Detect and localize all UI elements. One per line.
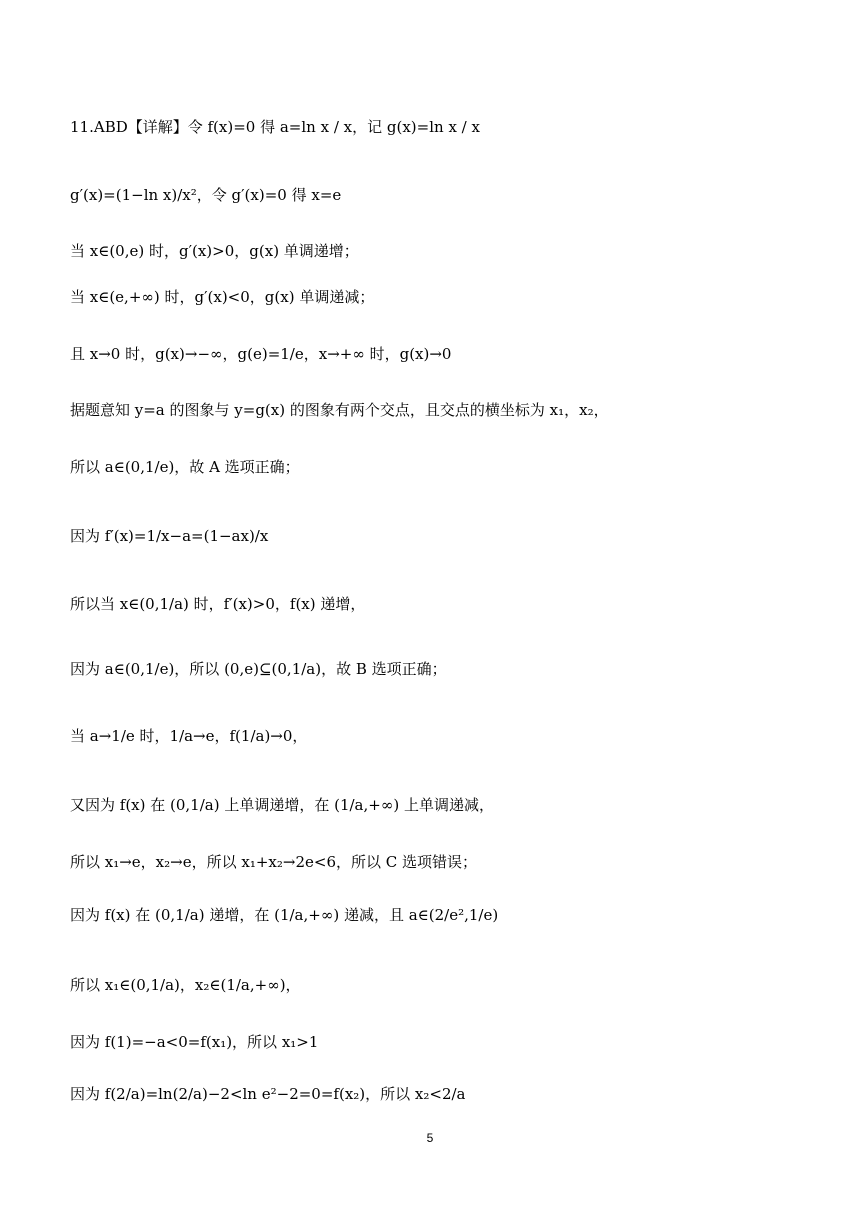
solution-line-11: 当 a→1/e 时，1/a→e，f(1/a)→0， bbox=[70, 727, 308, 745]
solution-line-10: 因为 a∈(0,1/e)，所以 (0,e)⊆(0,1/a)，故 B 选项正确； bbox=[70, 660, 447, 678]
solution-line-13: 所以 x₁→e，x₂→e，所以 x₁+x₂→2e<6，所以 C 选项错误； bbox=[70, 853, 478, 871]
solution-line-9: 所以当 x∈(0,1/a) 时，f′(x)>0，f(x) 递增， bbox=[70, 595, 366, 613]
solution-line-2: g′(x)=(1−ln x)/x²，令 g′(x)=0 得 x=e bbox=[70, 186, 342, 204]
solution-line-15: 所以 x₁∈(0,1/a)，x₂∈(1/a,+∞)， bbox=[70, 976, 301, 994]
page-number: 5 bbox=[426, 1131, 434, 1145]
solution-line-1: 11.ABD【详解】令 f(x)=0 得 a=ln x / x，记 g(x)=ln x / x bbox=[70, 118, 480, 136]
solution-line-3: 当 x∈(0,e) 时，g′(x)>0，g(x) 单调递增； bbox=[70, 242, 359, 260]
solution-line-5: 且 x→0 时，g(x)→−∞，g(e)=1/e，x→+∞ 时，g(x)→0 bbox=[70, 345, 452, 363]
solution-line-4: 当 x∈(e,+∞) 时，g′(x)<0，g(x) 单调递减； bbox=[70, 288, 375, 306]
solution-line-17: 因为 f(2/a)=ln(2/a)−2<ln e²−2=0=f(x₂)，所以 x₂<2/a bbox=[70, 1085, 466, 1103]
solution-line-7: 所以 a∈(0,1/e)，故 A 选项正确； bbox=[70, 458, 300, 476]
solution-line-16: 因为 f(1)=−a<0=f(x₁)，所以 x₁>1 bbox=[70, 1033, 319, 1051]
solution-line-8: 因为 f′(x)=1/x−a=(1−ax)/x bbox=[70, 527, 269, 545]
solution-line-14: 因为 f(x) 在 (0,1/a) 递增，在 (1/a,+∞) 递减，且 a∈(2/e²,1/e) bbox=[70, 906, 499, 924]
solution-line-12: 又因为 f(x) 在 (0,1/a) 上单调递增，在 (1/a,+∞) 上单调递减， bbox=[70, 796, 494, 814]
solution-line-6: 据题意知 y=a 的图象与 y=g(x) 的图象有两个交点，且交点的横坐标为 x₁，x₂， bbox=[70, 401, 609, 419]
